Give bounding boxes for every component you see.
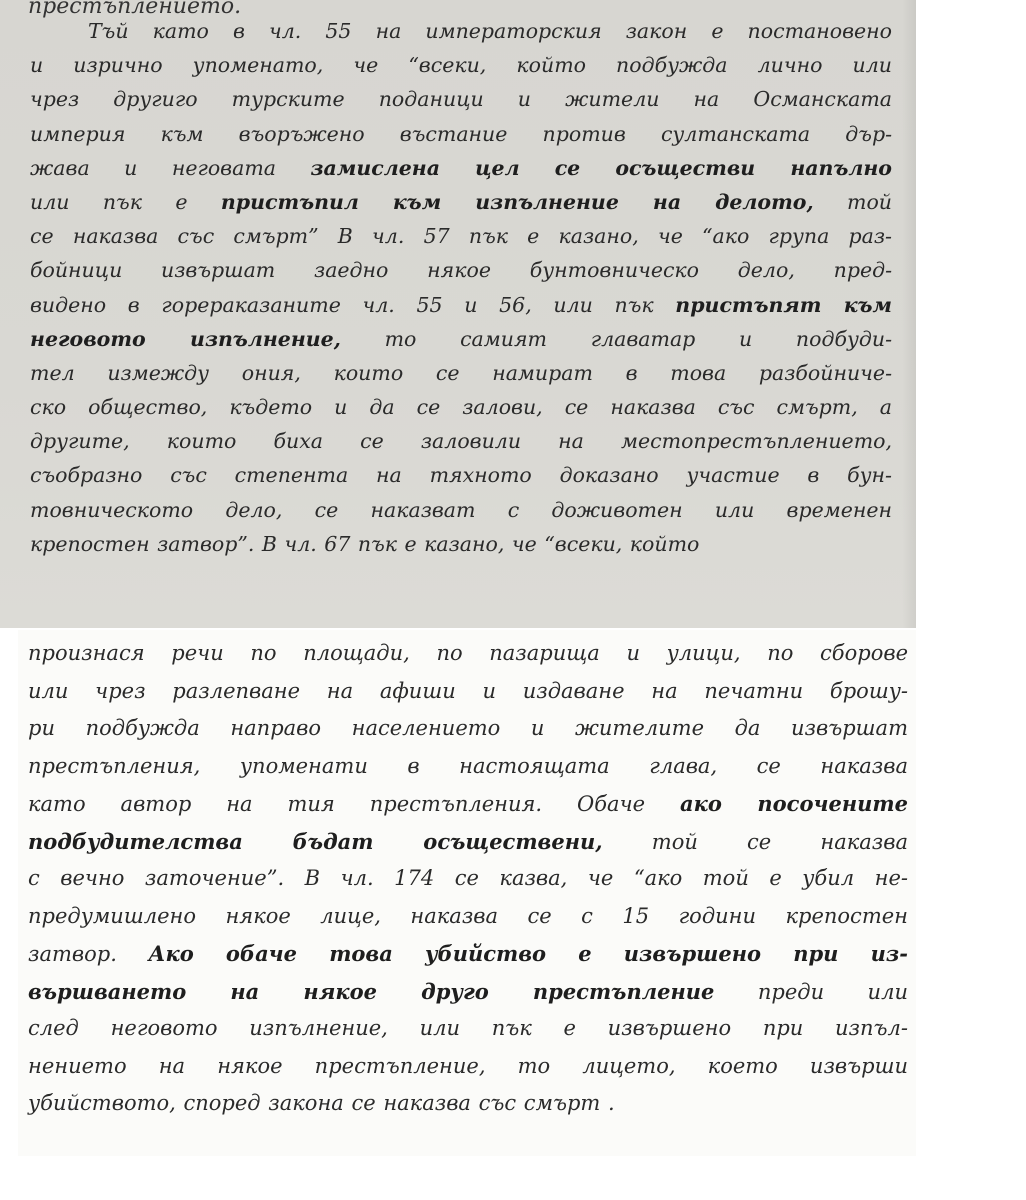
text-run: империя към въоръжено въстание против султанската дър- <box>30 121 892 146</box>
text-line <box>28 748 908 786</box>
text-line <box>30 493 892 527</box>
text-run: след неговото изпълнение, или пък е извършено при изпъл- <box>28 1016 908 1040</box>
text-run: или пък е <box>30 189 221 214</box>
text-line <box>30 253 892 287</box>
emphasized-text: пристъпят към <box>675 292 892 317</box>
text-line <box>28 898 908 936</box>
text-line <box>28 973 908 1011</box>
text-run: нението на някое престъпление, то лицето, което извърши <box>28 1053 908 1078</box>
text-run: той се наказва <box>602 829 909 854</box>
text-line <box>30 14 892 48</box>
text-line <box>30 117 892 151</box>
text-line <box>30 322 892 356</box>
text-line <box>30 527 892 561</box>
upper-scan-fragment <box>0 0 916 628</box>
text-line <box>28 823 908 861</box>
text-run: той <box>813 189 892 214</box>
text-run: като автор на тия престъпления. Обаче <box>28 792 680 816</box>
text-run: с вечно заточение”. В чл. 174 се казва, че “ако той е убил не- <box>28 866 908 890</box>
text-run: затвор. <box>28 942 149 966</box>
text-run: другите, които биха се заловили на местопрестъплението, <box>30 429 892 454</box>
text-run: товническото дело, се наказват с доживотен или временен <box>30 497 892 522</box>
text-line <box>30 356 892 390</box>
text-line <box>30 185 892 219</box>
text-line <box>28 1010 908 1048</box>
text-line <box>30 424 892 458</box>
emphasized-text: замислена цел се осъществи напълно <box>310 155 892 180</box>
text-line <box>30 219 892 253</box>
text-line <box>30 48 892 82</box>
emphasized-text: Ако обаче това убийство е извършено при из- <box>148 941 909 966</box>
text-run: произнася речи по площади, по пазарища и улици, по сборове <box>28 641 908 665</box>
text-run: то самият главатар и подбуди- <box>340 326 892 351</box>
text-line <box>28 1085 908 1123</box>
text-run: престъпления, упоменати в настоящата глава, се наказва <box>28 753 908 778</box>
text-run: ско общество, където и да се залови, се наказва със смърт, а <box>30 395 892 420</box>
emphasized-text: подбудителства бъдат осъществени, <box>28 828 603 854</box>
lower-paragraph <box>28 635 908 1123</box>
text-run: и изрично упоменато, че “всеки, който подбужда лично или <box>30 53 892 78</box>
text-run: жава и неговата <box>30 155 311 180</box>
cut-off-top-line: престъплението. <box>28 0 242 19</box>
text-run: видено в горераказаните чл. 55 и 56, или пък <box>30 292 676 317</box>
text-run: преди или <box>714 979 908 1004</box>
text-line <box>28 635 908 673</box>
text-line <box>30 458 892 492</box>
text-line <box>30 151 892 185</box>
page-edge-shadow <box>902 0 916 628</box>
upper-paragraph <box>30 14 892 561</box>
lower-scan-fragment <box>18 630 916 1156</box>
emphasized-text: ако посочените <box>680 791 908 816</box>
text-run: се наказва със смърт” В чл. 57 пък е казано, че “ако група раз- <box>30 224 892 249</box>
text-line <box>28 710 908 748</box>
text-line <box>28 673 908 711</box>
text-line <box>30 390 892 424</box>
text-run: съобразно със степента на тяхното доказано участие в бун- <box>30 463 892 488</box>
text-line <box>28 1048 908 1086</box>
emphasized-text: вършването на някое друго престъпление <box>28 978 715 1004</box>
text-run: Тъй като в чл. 55 на императорския закон е постановено <box>88 19 892 43</box>
text-line <box>28 860 908 898</box>
emphasized-text: пристъпил към изпълнение на делото, <box>220 189 814 214</box>
emphasized-text: неговото изпълнение, <box>30 326 341 351</box>
text-run: бойници извършат заедно някое бунтовническо дело, пред- <box>30 258 892 283</box>
text-line <box>30 288 892 322</box>
text-run: предумишлено някое лице, наказва се с 15 години крепостен <box>28 903 908 928</box>
text-run: тел измежду ония, които се намират в това разбойниче- <box>30 360 892 385</box>
text-run: ри подбужда направо населението и жителите да извършат <box>28 716 908 740</box>
text-run: крепостен затвор”. В чл. 67 пък е казано, че “всеки, който <box>30 531 700 556</box>
text-run: чрез другиго турските поданици и жители на Османската <box>30 87 892 112</box>
text-run: или чрез разлепване на афиши и издаване на печатни брошу- <box>28 678 908 703</box>
text-run: убийството, според закона се наказва със смърт . <box>28 1091 615 1115</box>
text-line <box>30 82 892 116</box>
text-line <box>28 785 908 823</box>
text-line <box>28 935 908 973</box>
